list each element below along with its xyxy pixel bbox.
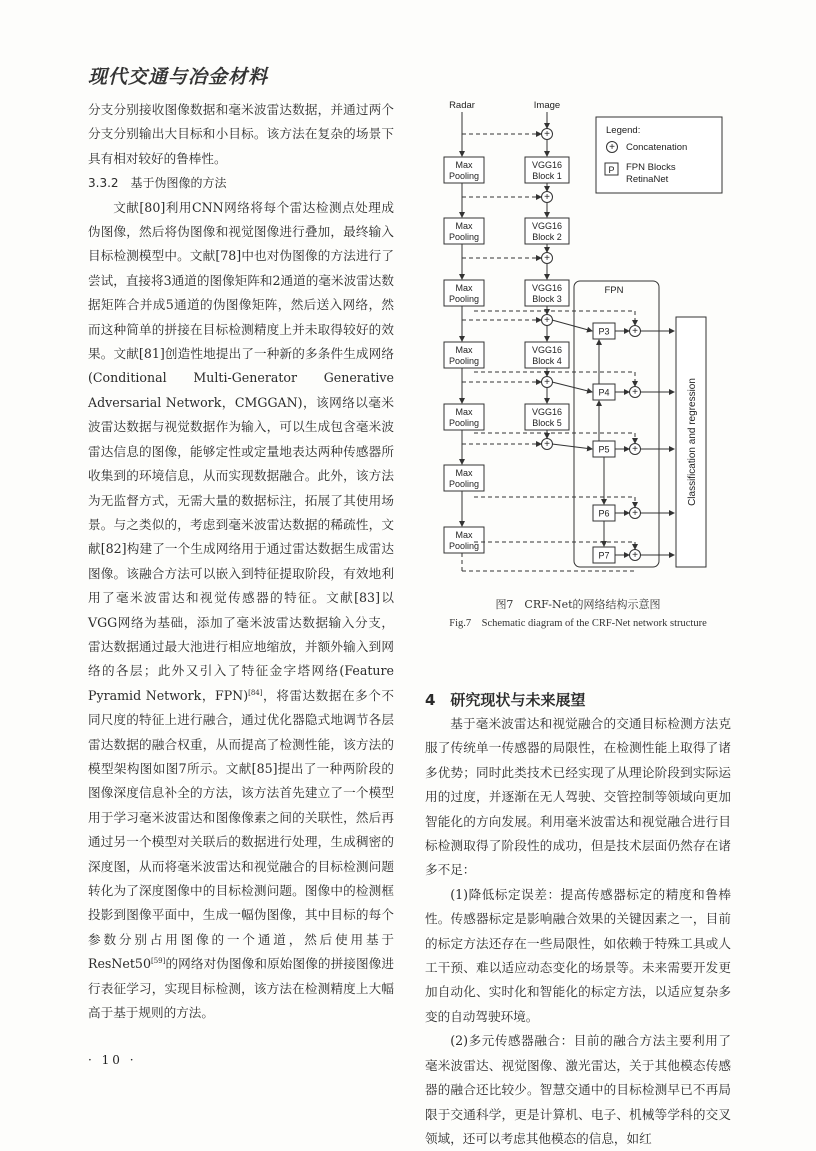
paragraph: 分支分别接收图像数据和毫米波雷达数据，并通过两个分支分别输出大目标和小目标。该方法在复杂的场景下具有相对较好的鲁棒性。 (88, 102, 394, 166)
paragraph (88, 196, 394, 1026)
max-pooling-label: Pooling (448, 541, 480, 551)
max-pooling-label: Pooling (448, 232, 480, 242)
concat-plus: + (632, 387, 638, 399)
crf-net-diagram (414, 95, 740, 595)
section-heading: 4 研究现状与未来展望 (425, 691, 586, 709)
max-pooling-label: Max (455, 407, 473, 417)
connector-line (552, 320, 592, 331)
figure-caption-en: Fig.7 Schematic diagram of the CRF-Net network structure (449, 618, 707, 629)
max-pooling-label: Max (455, 160, 473, 170)
vgg16-block-label: Block 4 (532, 356, 562, 366)
concat-plus: + (632, 326, 638, 338)
connector-line (552, 382, 592, 392)
page-number: · 10 · (88, 1053, 137, 1067)
paragraph-text: 文献[80]利用CNN网络将每个雷达检测点处理成伪图像，然后将伪图像和视觉图像进行叠加，最终输入目标检测模型中。文献[78]中也对伪图像的方法进行了尝试，直接将3通道的图像矩阵和2通道的毫米波雷达数据矩阵合并成5通道的伪图像矩阵，然后送入网络，然而这种简单的拼接在目标检测精度上并未取得较好的效果。文献[81]创造性地提出了一种新的多条件生成网络(Conditional Multi-Generator Generative Adversarial Network，CMGGAN)，该网络以毫米波雷达数据与视觉数据作为输入，可以生成包含毫米波雷达信息的图像，能够定性或定量地表达两种传感器所收集到的环境信息，从而实现数据融合。此外，该方法为无监督方式，无需大量的数据标注，拓展了其使用场景。与之类似的，考虑到毫米波雷达数据的稀疏性，文献[82]构建了一个生成网络用于通过雷达数据生成雷达图像。该融合方法可以嵌入到特征提取阶段，有效地利用了毫米波雷达和视觉传感器的特征。文献[83]以VGG网络为基础，添加了毫米波雷达数据输入分支，雷达数据通过最大池进行相应地缩放，并额外输入到网络的各层；此外又引入了特征金字塔网络(Feature Pyramid Network，FPN) (88, 199, 394, 703)
concat-plus: + (544, 129, 550, 141)
legend-fpn-label: FPN Blocks (626, 162, 676, 173)
max-pooling-label: Pooling (448, 418, 480, 428)
paragraph-text: 的网络对伪图像和原始图像的拼接图像进行表征学习，实现目标检测，该方法在检测精度上大幅高于基于规则的方法。 (88, 956, 394, 1021)
vgg16-label: VGG16 (531, 283, 563, 293)
concat-plus: + (544, 439, 550, 451)
left-column (88, 98, 394, 1025)
classification-label: Classification and regression (687, 378, 698, 506)
paragraph: (1)降低标定误差：提高传感器标定的精度和鲁棒性。传感器标定是影响融合效果的关键因素之一，目前的标定方法还存在一些局限性，如依赖于特殊工具或人工干预、难以适应动态变化的场景等。未来需要开发更加自动化、实时化和智能化的标定方法，以适应复杂多变的自动驾驶环境。 (425, 886, 731, 1024)
legend-title: Legend: (606, 125, 641, 136)
vgg16-block-label: Block 2 (532, 232, 562, 242)
vgg16-label: VGG16 (531, 345, 563, 355)
max-pooling-label: Max (455, 530, 473, 540)
fpn-p-label: P5 (598, 444, 610, 455)
image-label: Image (533, 100, 561, 111)
connector-line (552, 444, 592, 449)
concat-plus: + (544, 253, 550, 265)
fpn-region (574, 281, 659, 567)
vgg16-label: VGG16 (531, 221, 563, 231)
max-pooling-label: Max (455, 221, 473, 231)
max-pooling-label: Pooling (448, 479, 480, 489)
concat-plus: + (544, 192, 550, 204)
paragraph-text: ，将雷达数据在多个不同尺度的特征上进行融合，通过优化器隐式地调节各层雷达数据的融合权重，从而提高了检测性能，该方法的模型架构图如图7所示。文献[85]提出了一种两阶段的图像深度信息补全的方法，该方法首先建立了一个模型用于学习毫米波雷达和图像像素之间的关联性，然后再通过另一个模型对关联后的数据进行处理，生成稠密的深度图，从而将毫米波雷达和视觉融合的目标检测问题转化为了深度图像中的目标检测问题。图像中的检测框投影到图像平面中，生成一幅伪图像，其中目标的每个参数分别占用图像的一个通道，然后使用基于ResNet50 (88, 687, 395, 972)
vgg16-block-label: Block 5 (532, 418, 562, 428)
subsection-heading: 3.3.2 基于伪图像的方法 (88, 176, 227, 191)
vgg16-label: VGG16 (531, 160, 563, 170)
paragraph: (2)多元传感器融合：目前的融合方法主要利用了毫米波雷达、视觉图像、激光雷达，关于其他模态传感器的融合还比较少。智慧交通中的目标检测早已不再局限于交通科学，更是计算机、电子、机械等学科的交叉领域，还可以考虑其他模态的信息，如红 (425, 1033, 731, 1146)
citation-ref: [84] (248, 688, 263, 697)
legend-concat-label: Concatenation (626, 142, 688, 153)
concat-plus: + (632, 550, 638, 562)
vgg16-label: VGG16 (531, 407, 563, 417)
max-pooling-label: Max (455, 468, 473, 478)
max-pooling-label: Pooling (448, 294, 480, 304)
concat-plus: + (632, 508, 638, 520)
fpn-label: FPN (604, 285, 624, 296)
fpn-p-label: P7 (598, 550, 610, 561)
radar-label: Radar (449, 100, 475, 111)
concat-plus: + (544, 315, 550, 327)
concat-plus: + (609, 142, 615, 154)
concat-plus: + (544, 377, 550, 389)
fpn-p-label: P3 (598, 326, 610, 337)
paragraph: 基于毫米波雷达和视觉融合的交通目标检测方法克服了传统单一传感器的局限性，在检测性能上取得了诸多优势；同时此类技术已经实现了从理论阶段到实际运用的过度，并逐渐在无人驾驶、交管控制等领域向更加智能化的方向发展。利用毫米波雷达和视觉融合进行目标检测取得了阶段性的成功，但是技术层面仍然存在诸多不足： (425, 716, 731, 878)
fpn-p-label: P4 (598, 387, 610, 398)
vgg16-block-label: Block 3 (532, 294, 562, 304)
legend-retinanet-label: RetinaNet (626, 174, 669, 185)
right-column (425, 688, 731, 1151)
journal-title: 现代交通与冶金材料 (88, 66, 269, 88)
figure-caption-cn: 图7 CRF-Net的网络结构示意图 (495, 598, 661, 611)
citation-ref: [59] (150, 957, 166, 966)
legend-p-label: P (608, 165, 615, 175)
max-pooling-label: Pooling (448, 171, 480, 181)
max-pooling-label: Max (455, 283, 473, 293)
vgg16-block-label: Block 1 (532, 171, 562, 181)
concat-plus: + (632, 444, 638, 456)
max-pooling-label: Pooling (448, 356, 480, 366)
max-pooling-label: Max (455, 345, 473, 355)
fpn-p-label: P6 (598, 508, 610, 519)
